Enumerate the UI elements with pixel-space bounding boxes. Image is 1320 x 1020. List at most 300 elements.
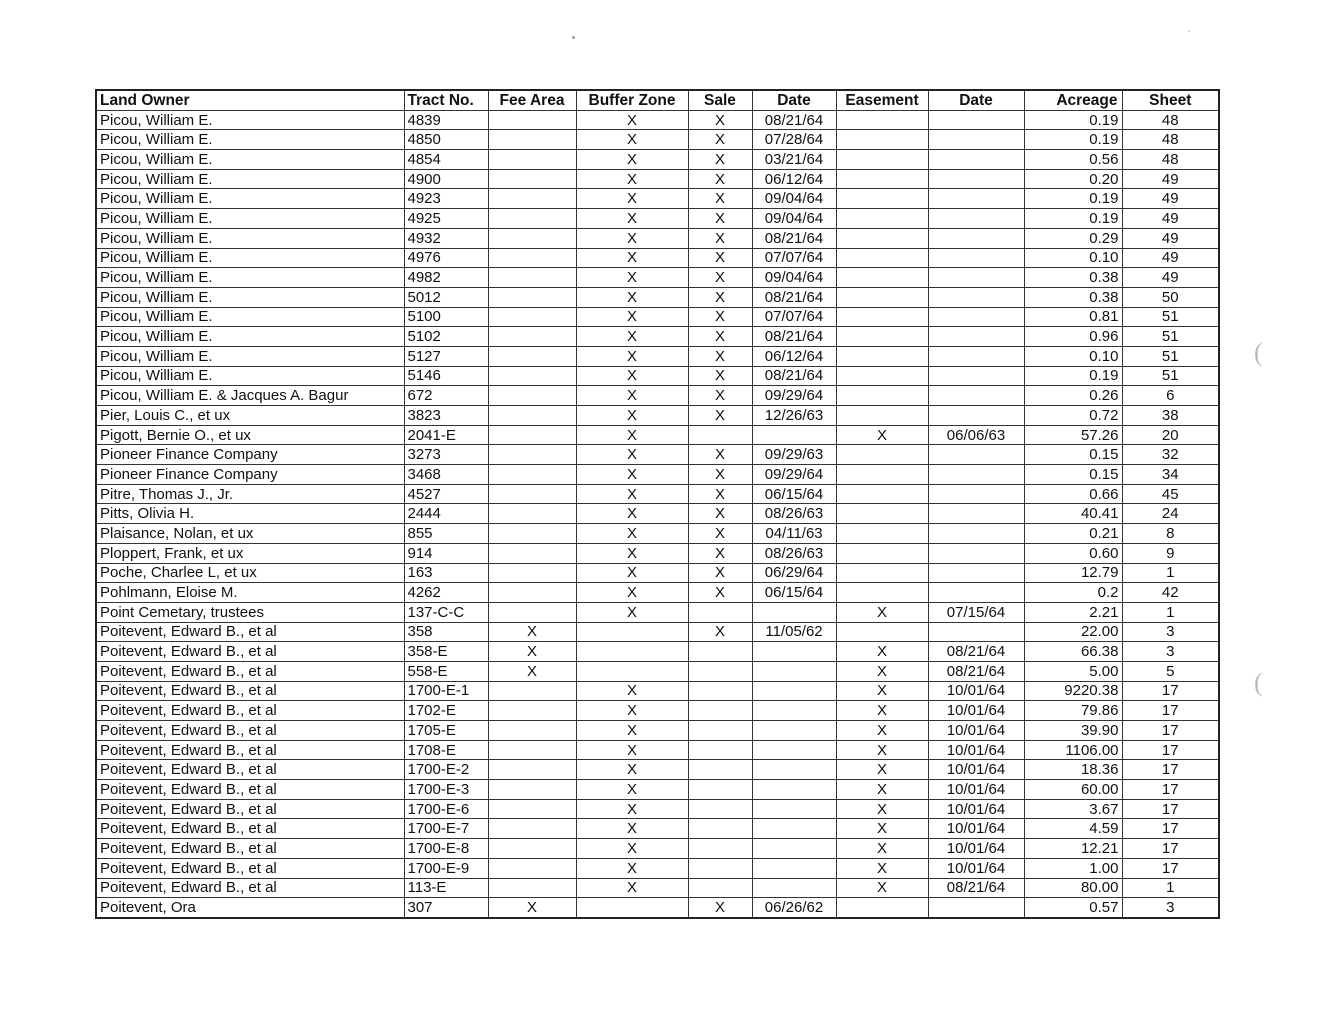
col-header-tract-no: Tract No. [404, 90, 488, 110]
cell-easement: X [836, 878, 928, 898]
cell-land-owner: Poitevent, Edward B., et al [96, 780, 404, 800]
table-body [96, 110, 1219, 918]
cell-sheet: 51 [1122, 366, 1219, 386]
cell-sheet: 17 [1122, 701, 1219, 721]
cell-tract-no: 1705-E [404, 721, 488, 741]
cell-fee-area [488, 563, 576, 583]
cell-easement-date [928, 268, 1024, 288]
cell-easement-date [928, 327, 1024, 347]
cell-sheet: 3 [1122, 898, 1219, 918]
cell-easement [836, 583, 928, 603]
cell-tract-no: 1700-E-8 [404, 839, 488, 859]
cell-sale: X [688, 189, 752, 209]
cell-sheet: 49 [1122, 228, 1219, 248]
cell-fee-area: X [488, 661, 576, 681]
cell-land-owner: Point Cemetary, trustees [96, 602, 404, 622]
table-row [96, 425, 1219, 445]
cell-fee-area [488, 543, 576, 563]
cell-sale: X [688, 346, 752, 366]
cell-buffer-zone: X [576, 425, 688, 445]
cell-easement-date [928, 150, 1024, 170]
col-header-buffer-zone: Buffer Zone [576, 90, 688, 110]
cell-acreage: 0.38 [1024, 287, 1122, 307]
cell-fee-area [488, 406, 576, 426]
cell-sale-date: 07/07/64 [752, 248, 836, 268]
cell-sale [688, 721, 752, 741]
cell-land-owner: Picou, William E. [96, 346, 404, 366]
cell-sale: X [688, 268, 752, 288]
cell-acreage: 22.00 [1024, 622, 1122, 642]
cell-acreage: 0.56 [1024, 150, 1122, 170]
cell-easement: X [836, 681, 928, 701]
cell-fee-area [488, 150, 576, 170]
cell-sale: X [688, 248, 752, 268]
cell-sale: X [688, 484, 752, 504]
cell-easement-date [928, 169, 1024, 189]
cell-fee-area [488, 209, 576, 229]
cell-sale-date: 09/04/64 [752, 189, 836, 209]
cell-buffer-zone [576, 622, 688, 642]
cell-sale-date: 06/15/64 [752, 484, 836, 504]
cell-sale: X [688, 150, 752, 170]
cell-acreage: 0.19 [1024, 209, 1122, 229]
cell-acreage: 1106.00 [1024, 740, 1122, 760]
cell-acreage: 60.00 [1024, 780, 1122, 800]
cell-buffer-zone: X [576, 110, 688, 130]
table-row [96, 799, 1219, 819]
cell-tract-no: 113-E [404, 878, 488, 898]
table-row [96, 189, 1219, 209]
cell-sheet: 51 [1122, 307, 1219, 327]
cell-fee-area [488, 780, 576, 800]
cell-easement [836, 228, 928, 248]
cell-sale-date: 08/21/64 [752, 287, 836, 307]
cell-sale-date [752, 661, 836, 681]
cell-buffer-zone: X [576, 366, 688, 386]
cell-land-owner: Poitevent, Edward B., et al [96, 819, 404, 839]
cell-easement [836, 169, 928, 189]
cell-sale [688, 839, 752, 859]
cell-sale-date: 03/21/64 [752, 150, 836, 170]
table-row [96, 130, 1219, 150]
cell-easement: X [836, 760, 928, 780]
cell-buffer-zone: X [576, 209, 688, 229]
cell-buffer-zone: X [576, 465, 688, 485]
cell-land-owner: Pioneer Finance Company [96, 445, 404, 465]
cell-easement [836, 268, 928, 288]
cell-fee-area [488, 386, 576, 406]
cell-sale-date: 06/15/64 [752, 583, 836, 603]
cell-buffer-zone [576, 642, 688, 662]
cell-sale: X [688, 287, 752, 307]
table-row [96, 563, 1219, 583]
cell-buffer-zone: X [576, 602, 688, 622]
table-row [96, 543, 1219, 563]
cell-buffer-zone: X [576, 268, 688, 288]
cell-sale-date [752, 681, 836, 701]
cell-easement [836, 386, 928, 406]
cell-land-owner: Pier, Louis C., et ux [96, 406, 404, 426]
cell-buffer-zone: X [576, 740, 688, 760]
cell-tract-no: 558-E [404, 661, 488, 681]
cell-tract-no: 3468 [404, 465, 488, 485]
cell-sale: X [688, 445, 752, 465]
table-row [96, 760, 1219, 780]
cell-buffer-zone: X [576, 799, 688, 819]
cell-sheet: 3 [1122, 622, 1219, 642]
cell-land-owner: Poitevent, Edward B., et al [96, 721, 404, 741]
cell-land-owner: Poitevent, Edward B., et al [96, 681, 404, 701]
cell-easement-date: 10/01/64 [928, 839, 1024, 859]
cell-buffer-zone [576, 898, 688, 918]
table-row [96, 701, 1219, 721]
cell-easement-date [928, 366, 1024, 386]
cell-sheet: 17 [1122, 819, 1219, 839]
cell-acreage: 0.66 [1024, 484, 1122, 504]
cell-tract-no: 5127 [404, 346, 488, 366]
cell-sheet: 32 [1122, 445, 1219, 465]
cell-land-owner: Poitevent, Edward B., et al [96, 760, 404, 780]
cell-sale: X [688, 110, 752, 130]
table-row [96, 878, 1219, 898]
cell-easement-date: 10/01/64 [928, 819, 1024, 839]
table-row [96, 110, 1219, 130]
cell-fee-area [488, 819, 576, 839]
cell-easement-date [928, 228, 1024, 248]
cell-sale-date: 06/29/64 [752, 563, 836, 583]
cell-buffer-zone: X [576, 524, 688, 544]
cell-sheet: 48 [1122, 130, 1219, 150]
cell-easement-date: 07/15/64 [928, 602, 1024, 622]
cell-tract-no: 1708-E [404, 740, 488, 760]
table-row [96, 268, 1219, 288]
table-row [96, 642, 1219, 662]
cell-sale-date: 08/21/64 [752, 110, 836, 130]
cell-buffer-zone: X [576, 543, 688, 563]
cell-easement-date [928, 287, 1024, 307]
cell-land-owner: Pioneer Finance Company [96, 465, 404, 485]
cell-tract-no: 4850 [404, 130, 488, 150]
cell-sheet: 17 [1122, 799, 1219, 819]
cell-sale-date: 07/07/64 [752, 307, 836, 327]
table-row [96, 406, 1219, 426]
cell-land-owner: Picou, William E. [96, 287, 404, 307]
cell-acreage: 0.10 [1024, 346, 1122, 366]
cell-buffer-zone: X [576, 780, 688, 800]
cell-tract-no: 358-E [404, 642, 488, 662]
cell-land-owner: Picou, William E. [96, 268, 404, 288]
cell-acreage: 0.2 [1024, 583, 1122, 603]
cell-fee-area [488, 740, 576, 760]
cell-acreage: 0.10 [1024, 248, 1122, 268]
cell-fee-area [488, 307, 576, 327]
table-row [96, 386, 1219, 406]
cell-easement: X [836, 602, 928, 622]
cell-sale-date: 09/29/64 [752, 386, 836, 406]
cell-sale-date: 09/29/64 [752, 465, 836, 485]
cell-buffer-zone: X [576, 563, 688, 583]
cell-easement: X [836, 819, 928, 839]
cell-buffer-zone: X [576, 406, 688, 426]
table-row [96, 346, 1219, 366]
cell-fee-area [488, 425, 576, 445]
cell-tract-no: 1700-E-6 [404, 799, 488, 819]
cell-sheet: 51 [1122, 346, 1219, 366]
cell-land-owner: Poche, Charlee L, et ux [96, 563, 404, 583]
cell-tract-no: 855 [404, 524, 488, 544]
cell-fee-area [488, 169, 576, 189]
cell-sale: X [688, 406, 752, 426]
cell-land-owner: Picou, William E. [96, 307, 404, 327]
cell-buffer-zone: X [576, 307, 688, 327]
cell-easement [836, 346, 928, 366]
cell-land-owner: Pohlmann, Eloise M. [96, 583, 404, 603]
col-header-acreage: Acreage [1024, 90, 1122, 110]
cell-sale: X [688, 327, 752, 347]
cell-easement: X [836, 799, 928, 819]
table-row [96, 681, 1219, 701]
cell-easement-date [928, 504, 1024, 524]
cell-sale [688, 425, 752, 445]
cell-tract-no: 4900 [404, 169, 488, 189]
cell-sheet: 17 [1122, 681, 1219, 701]
cell-acreage: 66.38 [1024, 642, 1122, 662]
cell-acreage: 12.21 [1024, 839, 1122, 859]
cell-land-owner: Picou, William E. [96, 169, 404, 189]
cell-easement-date: 06/06/63 [928, 425, 1024, 445]
header-row [96, 90, 1219, 110]
cell-fee-area [488, 287, 576, 307]
table-row [96, 248, 1219, 268]
cell-land-owner: Poitevent, Edward B., et al [96, 642, 404, 662]
cell-easement-date [928, 543, 1024, 563]
cell-sale-date: 09/04/64 [752, 268, 836, 288]
cell-tract-no: 1700-E-7 [404, 819, 488, 839]
cell-buffer-zone: X [576, 287, 688, 307]
scan-speck [1188, 30, 1190, 32]
cell-acreage: 4.59 [1024, 819, 1122, 839]
cell-easement-date [928, 465, 1024, 485]
cell-buffer-zone: X [576, 189, 688, 209]
cell-sale [688, 740, 752, 760]
cell-sale: X [688, 504, 752, 524]
cell-sale [688, 642, 752, 662]
cell-acreage: 0.72 [1024, 406, 1122, 426]
cell-land-owner: Picou, William E. [96, 248, 404, 268]
cell-land-owner: Pitre, Thomas J., Jr. [96, 484, 404, 504]
cell-buffer-zone: X [576, 386, 688, 406]
cell-fee-area [488, 839, 576, 859]
cell-sale: X [688, 524, 752, 544]
table-row [96, 898, 1219, 918]
cell-sale: X [688, 209, 752, 229]
cell-sale: X [688, 386, 752, 406]
cell-sale: X [688, 543, 752, 563]
cell-buffer-zone: X [576, 721, 688, 741]
cell-sheet: 48 [1122, 110, 1219, 130]
cell-sale-date [752, 839, 836, 859]
table-row [96, 504, 1219, 524]
scan-speck [572, 36, 575, 39]
cell-sale-date: 04/11/63 [752, 524, 836, 544]
table-row [96, 228, 1219, 248]
cell-easement-date [928, 130, 1024, 150]
cell-tract-no: 4262 [404, 583, 488, 603]
cell-sale-date [752, 819, 836, 839]
cell-fee-area: X [488, 898, 576, 918]
cell-sheet: 42 [1122, 583, 1219, 603]
cell-buffer-zone [576, 661, 688, 681]
cell-tract-no: 914 [404, 543, 488, 563]
cell-tract-no: 307 [404, 898, 488, 918]
cell-acreage: 0.19 [1024, 189, 1122, 209]
cell-acreage: 0.19 [1024, 130, 1122, 150]
cell-tract-no: 4982 [404, 268, 488, 288]
table-row [96, 622, 1219, 642]
cell-sale-date: 08/21/64 [752, 228, 836, 248]
cell-easement [836, 445, 928, 465]
cell-sale [688, 602, 752, 622]
cell-easement-date: 10/01/64 [928, 799, 1024, 819]
cell-sale [688, 858, 752, 878]
table-row [96, 445, 1219, 465]
cell-sale: X [688, 583, 752, 603]
table-row [96, 287, 1219, 307]
col-header-easement-date: Date [928, 90, 1024, 110]
cell-easement [836, 130, 928, 150]
cell-sheet: 49 [1122, 189, 1219, 209]
cell-buffer-zone: X [576, 819, 688, 839]
cell-easement: X [836, 425, 928, 445]
col-header-sheet: Sheet [1122, 90, 1219, 110]
cell-fee-area [488, 602, 576, 622]
cell-sale-date [752, 740, 836, 760]
cell-sale: X [688, 228, 752, 248]
cell-easement [836, 209, 928, 229]
cell-easement [836, 287, 928, 307]
cell-tract-no: 4839 [404, 110, 488, 130]
cell-sheet: 1 [1122, 563, 1219, 583]
cell-easement-date: 08/21/64 [928, 878, 1024, 898]
cell-sale-date: 07/28/64 [752, 130, 836, 150]
cell-sale: X [688, 622, 752, 642]
cell-sale [688, 701, 752, 721]
cell-sale: X [688, 563, 752, 583]
cell-buffer-zone: X [576, 169, 688, 189]
cell-sheet: 34 [1122, 465, 1219, 485]
cell-easement-date [928, 386, 1024, 406]
cell-sheet: 24 [1122, 504, 1219, 524]
cell-tract-no: 5012 [404, 287, 488, 307]
cell-land-owner: Poitevent, Edward B., et al [96, 878, 404, 898]
cell-sale-date [752, 701, 836, 721]
cell-sale [688, 878, 752, 898]
cell-acreage: 0.57 [1024, 898, 1122, 918]
col-header-fee-area: Fee Area [488, 90, 576, 110]
table-row [96, 839, 1219, 859]
cell-sheet: 1 [1122, 878, 1219, 898]
cell-easement-date [928, 622, 1024, 642]
table-row [96, 150, 1219, 170]
cell-sheet: 38 [1122, 406, 1219, 426]
cell-easement [836, 189, 928, 209]
table-row [96, 524, 1219, 544]
cell-easement [836, 563, 928, 583]
cell-acreage: 57.26 [1024, 425, 1122, 445]
cell-tract-no: 4854 [404, 150, 488, 170]
cell-land-owner: Ploppert, Frank, et ux [96, 543, 404, 563]
cell-tract-no: 358 [404, 622, 488, 642]
cell-buffer-zone: X [576, 228, 688, 248]
cell-acreage: 0.29 [1024, 228, 1122, 248]
cell-acreage: 0.15 [1024, 465, 1122, 485]
cell-easement-date [928, 484, 1024, 504]
cell-fee-area [488, 445, 576, 465]
cell-easement: X [836, 858, 928, 878]
table-row [96, 583, 1219, 603]
cell-sale [688, 819, 752, 839]
cell-fee-area: X [488, 642, 576, 662]
cell-easement-date [928, 189, 1024, 209]
cell-sale-date: 08/21/64 [752, 327, 836, 347]
cell-land-owner: Pitts, Olivia H. [96, 504, 404, 524]
cell-sheet: 49 [1122, 209, 1219, 229]
cell-easement [836, 898, 928, 918]
cell-easement-date: 10/01/64 [928, 701, 1024, 721]
cell-sale: X [688, 307, 752, 327]
col-header-sale: Sale [688, 90, 752, 110]
cell-land-owner: Picou, William E. [96, 366, 404, 386]
cell-buffer-zone: X [576, 858, 688, 878]
cell-sale-date [752, 878, 836, 898]
cell-fee-area [488, 327, 576, 347]
cell-fee-area [488, 681, 576, 701]
cell-buffer-zone: X [576, 484, 688, 504]
cell-easement [836, 150, 928, 170]
cell-land-owner: Pigott, Bernie O., et ux [96, 425, 404, 445]
cell-sheet: 9 [1122, 543, 1219, 563]
cell-sheet: 3 [1122, 642, 1219, 662]
cell-sale [688, 780, 752, 800]
cell-land-owner: Poitevent, Edward B., et al [96, 799, 404, 819]
table-row [96, 327, 1219, 347]
cell-buffer-zone: X [576, 583, 688, 603]
cell-acreage: 0.81 [1024, 307, 1122, 327]
cell-tract-no: 5146 [404, 366, 488, 386]
cell-sale: X [688, 898, 752, 918]
cell-sale: X [688, 366, 752, 386]
cell-sale-date [752, 721, 836, 741]
table-row [96, 602, 1219, 622]
cell-buffer-zone: X [576, 445, 688, 465]
cell-sheet: 1 [1122, 602, 1219, 622]
cell-land-owner: Picou, William E. [96, 189, 404, 209]
cell-fee-area [488, 268, 576, 288]
cell-easement-date [928, 898, 1024, 918]
cell-fee-area [488, 701, 576, 721]
cell-sheet: 20 [1122, 425, 1219, 445]
cell-acreage: 1.00 [1024, 858, 1122, 878]
cell-tract-no: 5100 [404, 307, 488, 327]
table-row [96, 209, 1219, 229]
cell-sheet: 45 [1122, 484, 1219, 504]
cell-land-owner: Picou, William E. [96, 327, 404, 347]
cell-acreage: 0.96 [1024, 327, 1122, 347]
cell-easement-date: 10/01/64 [928, 780, 1024, 800]
cell-easement-date: 10/01/64 [928, 858, 1024, 878]
cell-fee-area [488, 524, 576, 544]
cell-easement [836, 366, 928, 386]
